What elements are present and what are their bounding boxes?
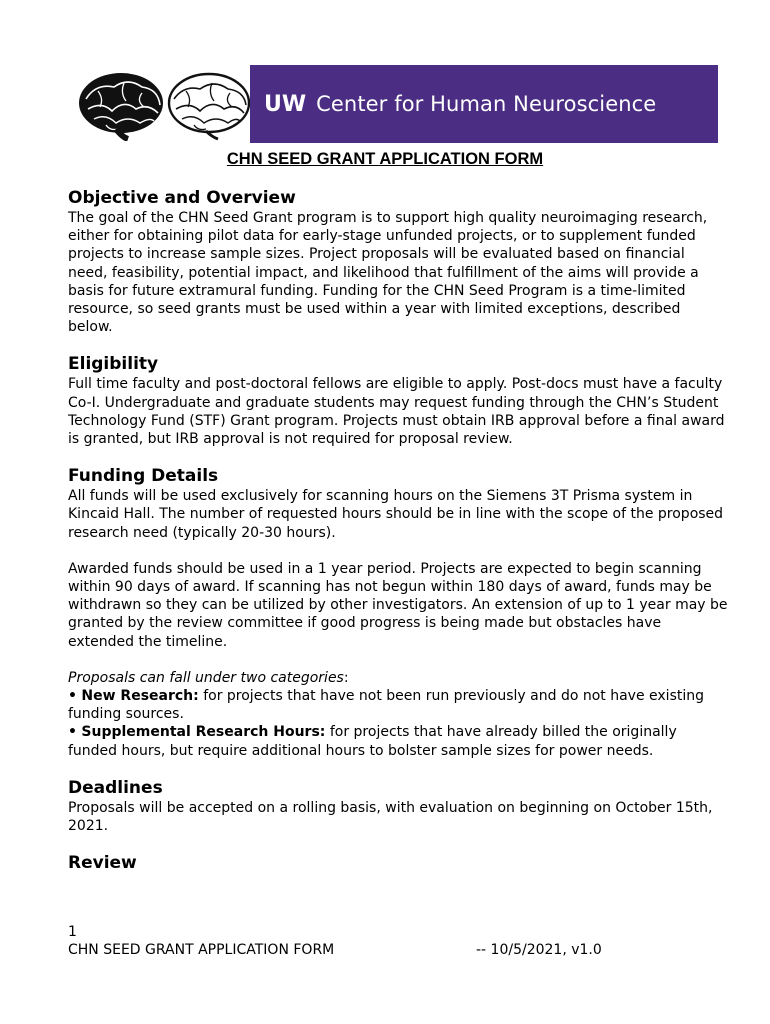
uw-mark: UW bbox=[264, 91, 307, 117]
page-title: CHN SEED GRANT APPLICATION FORM bbox=[226, 150, 544, 168]
center-name: Center for Human Neuroscience bbox=[316, 92, 657, 116]
brain-illustration-outline bbox=[164, 69, 254, 141]
objective-body: The goal of the CHN Seed Grant program is to support high quality neuroimaging research, either for obtaining pilot data for early-stage unfunded projects, or to supplement funded projects to increase sample sizes. Project proposals will be evaluated based on financial need, feasibility, potential impact, and likelihood that fulfillment of the aims will provide a basis for future extramural funding. Funding for the CHN Seed Program is a time-limited resource, so seed grants must be used within a year with limited exceptions, described below. bbox=[68, 210, 708, 336]
funding-body-2: Awarded funds should be used in a 1 year period. Projects are expected to begin scanning within 90 days of award. If scanning has not begun within 180 days of award, funds may be withdrawn so they can be utilized by other investigators. An extension of up to 1 year may be granted by the review committee if good progress is being made but obstacles have extended the timeline. bbox=[68, 560, 728, 650]
funding-body-1: All funds will be used exclusively for scanning hours on the Siemens 3T Prisma system in Kincaid Hall. The number of requested hours should be in line with the scope of the proposed research need (typically 20-30 hours). bbox=[68, 488, 724, 541]
bullet-supplemental-lead: Supplemental Research Hours: bbox=[81, 724, 326, 741]
bullet-new-research bbox=[68, 687, 728, 723]
footer bbox=[68, 942, 628, 958]
bullet-new-research-text: for projects that have not been run previously and do not have existing funding sources. bbox=[68, 688, 705, 723]
deadlines-body: Proposals will be accepted on a rolling basis, with evaluation on beginning on October 15th, 2021. bbox=[68, 799, 713, 835]
bullet-supplemental bbox=[68, 723, 728, 759]
footer-version: -- 10/5/2021, v1.0 bbox=[476, 942, 602, 958]
bullet-new-research-lead: New Research: bbox=[81, 688, 199, 705]
bullet-symbol: • bbox=[68, 724, 77, 741]
eligibility-heading: Eligibility bbox=[68, 354, 159, 375]
objective-heading: Objective and Overview bbox=[68, 188, 296, 208]
uw-chn-banner bbox=[250, 65, 718, 143]
bullet-supplemental-text: for projects that have already billed the originally funded hours, but require additional hours to bolster sample sizes for power needs. bbox=[68, 724, 677, 759]
bullet-symbol: • bbox=[68, 688, 77, 705]
review-heading: Review bbox=[68, 853, 137, 874]
page-number: 1 bbox=[68, 924, 77, 940]
document-body bbox=[68, 188, 728, 874]
header-banner bbox=[76, 65, 718, 143]
categories-intro-text: Proposals can fall under two categories bbox=[68, 669, 344, 686]
deadlines-heading: Deadlines bbox=[68, 777, 163, 798]
categories-colon: : bbox=[343, 669, 349, 686]
funding-heading: Funding Details bbox=[68, 466, 219, 487]
brain-illustration-dark bbox=[76, 69, 166, 141]
eligibility-body: Full time faculty and post-doctoral fellows are eligible to apply. Post-docs must have a faculty Co-I. Undergraduate and graduate students may request funding through the CHN’s Student Technology Fund (STF) Grant program. Projects must obtain IRB approval before a final award is granted, but IRB approval is not required for proposal review. bbox=[68, 376, 725, 448]
categories-intro bbox=[68, 669, 728, 687]
footer-form-name: CHN SEED GRANT APPLICATION FORM bbox=[68, 942, 335, 958]
